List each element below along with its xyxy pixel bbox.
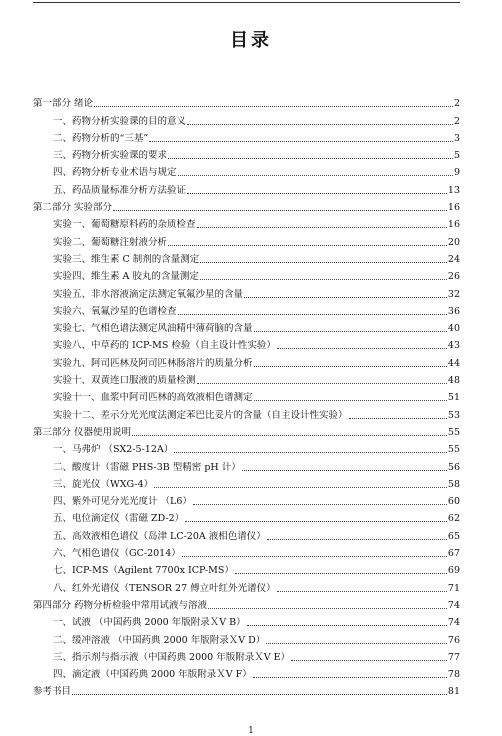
toc-page-number: 13 bbox=[447, 184, 460, 196]
toc-entry-title: 实验四、维生素 A 胶丸的含量测定 bbox=[53, 271, 199, 283]
toc-entry-title: 实验八、中草药的 ICP-MS 检验（自主设计性实验） bbox=[53, 340, 276, 352]
toc-page-number: 48 bbox=[447, 375, 460, 387]
page-number: 1 bbox=[248, 726, 254, 736]
toc-dot-leader bbox=[187, 193, 447, 194]
toc-dot-leader bbox=[182, 556, 447, 557]
toc-page-number: 69 bbox=[447, 565, 460, 577]
toc-entry[interactable] bbox=[33, 248, 460, 265]
toc-page-number: 44 bbox=[447, 357, 460, 369]
toc-dot-leader bbox=[187, 124, 453, 125]
toc-dot-leader bbox=[72, 694, 447, 695]
toc-page-number: 67 bbox=[447, 548, 460, 560]
toc-dot-leader bbox=[208, 608, 447, 609]
toc-entry[interactable] bbox=[33, 265, 460, 282]
toc-entry[interactable] bbox=[33, 576, 460, 593]
toc-entry-title: 二、缓冲溶液 （中国药典 2000 年版附录ＸⅤ D） bbox=[53, 634, 266, 646]
toc-dot-leader bbox=[168, 245, 447, 246]
toc-dot-leader bbox=[277, 348, 447, 349]
toc-entry[interactable] bbox=[33, 507, 460, 524]
toc-entry[interactable] bbox=[33, 490, 460, 507]
toc-dot-leader bbox=[197, 227, 447, 228]
toc-dot-leader bbox=[267, 539, 447, 540]
toc-entry-title: 实验五、非水溶液滴定法测定氧氟沙星的含量 bbox=[53, 288, 244, 300]
toc-page-number: 78 bbox=[447, 669, 460, 681]
toc-dot-leader bbox=[253, 677, 447, 678]
toc-entry-title: 六、气相色谱仪（GC-2014） bbox=[53, 548, 181, 560]
toc-page-number: 20 bbox=[447, 236, 460, 248]
toc-entry-title: 实验七、气相色谱法测定风油精中薄荷脑的含量 bbox=[53, 323, 253, 335]
toc-dot-leader bbox=[113, 210, 447, 211]
toc-entry-title: 三、旋光仪（WXG-4） bbox=[53, 478, 154, 490]
toc-section-entry[interactable] bbox=[33, 196, 460, 213]
toc-entry-title: 实验一、葡萄糖原料药的杂质检查 bbox=[53, 219, 196, 231]
toc-page-number: 53 bbox=[447, 409, 460, 421]
toc-entry[interactable] bbox=[33, 403, 460, 420]
toc-entry[interactable] bbox=[33, 473, 460, 490]
toc-page-number: 3 bbox=[453, 132, 460, 144]
toc-page-number: 9 bbox=[453, 167, 460, 179]
toc-entry-title: 三、药物分析实验课的要求 bbox=[53, 150, 168, 162]
toc-entry[interactable] bbox=[33, 542, 460, 559]
page-title: 目录 bbox=[230, 30, 272, 51]
toc-page-number: 24 bbox=[447, 253, 460, 265]
table-of-contents bbox=[33, 92, 460, 697]
toc-entry-title: 一、马弗炉 （SX2-5-12A） bbox=[53, 444, 174, 456]
toc-dot-leader bbox=[132, 435, 447, 436]
toc-entry-title: 第三部分 仪器使用说明 bbox=[33, 426, 132, 438]
toc-entry-title: 第二部分 实验部分 bbox=[33, 202, 113, 214]
toc-entry[interactable] bbox=[33, 386, 460, 403]
toc-page-number: 76 bbox=[447, 634, 460, 646]
toc-entry[interactable] bbox=[33, 282, 460, 299]
toc-page-number: 32 bbox=[447, 288, 460, 300]
toc-entry-title: 实验九、阿司匹林及阿司匹林肠溶片的质量分析 bbox=[53, 357, 253, 369]
toc-entry[interactable] bbox=[33, 438, 460, 455]
toc-page-number: 81 bbox=[447, 686, 460, 698]
toc-entry[interactable] bbox=[33, 317, 460, 334]
toc-entry[interactable] bbox=[33, 334, 460, 351]
toc-dot-leader bbox=[254, 366, 447, 367]
toc-entry-title: 五、电位滴定仪（雷磁 ZD-2） bbox=[53, 513, 185, 525]
toc-entry[interactable] bbox=[33, 455, 460, 472]
toc-dot-leader bbox=[291, 660, 447, 661]
toc-dot-leader bbox=[277, 591, 447, 592]
toc-page-number: 51 bbox=[447, 392, 460, 404]
toc-page-number: 40 bbox=[447, 323, 460, 335]
toc-entry-title: 实验三、维生素 C 制剂的含量测定 bbox=[53, 253, 200, 265]
toc-page-number: 62 bbox=[447, 513, 460, 525]
toc-dot-leader bbox=[178, 175, 453, 176]
toc-entry-title: 第四部分 药物分析检验中常用试液与溶液 bbox=[33, 599, 208, 611]
toc-page-number: 55 bbox=[447, 426, 460, 438]
toc-entry[interactable] bbox=[33, 663, 460, 680]
toc-page-number: 58 bbox=[447, 478, 460, 490]
toc-dot-leader bbox=[200, 262, 447, 263]
toc-entry-title: 一、药物分析实验课的目的意义 bbox=[53, 115, 187, 127]
toc-entry-title: 实验十、双黄连口服液的质量检测 bbox=[53, 375, 196, 387]
toc-page-number: 36 bbox=[447, 305, 460, 317]
toc-page-number: 56 bbox=[447, 461, 460, 473]
toc-page-number: 43 bbox=[447, 340, 460, 352]
toc-dot-leader bbox=[244, 297, 447, 298]
toc-entry[interactable] bbox=[33, 524, 460, 541]
toc-page-number: 26 bbox=[447, 271, 460, 283]
toc-page-number: 55 bbox=[447, 444, 460, 456]
toc-dot-leader bbox=[266, 643, 447, 644]
toc-page-number: 74 bbox=[447, 617, 460, 629]
toc-section-entry[interactable] bbox=[33, 680, 460, 697]
toc-entry-title: 五、药品质量标准分析方法验证 bbox=[53, 184, 187, 196]
toc-entry-title: 三、指示剂与指示液（中国药典 2000 年版附录ＸⅤ E） bbox=[53, 651, 291, 663]
toc-page-number: 5 bbox=[453, 150, 460, 162]
toc-entry-title: 五、高效液相色谱仪（岛津 LC-20A 液相色谱仪） bbox=[53, 530, 266, 542]
toc-page-number: 16 bbox=[447, 202, 460, 214]
toc-section-entry[interactable] bbox=[33, 594, 460, 611]
toc-entry[interactable] bbox=[33, 144, 460, 161]
toc-dot-leader bbox=[197, 383, 447, 384]
toc-dot-leader bbox=[349, 418, 447, 419]
toc-dot-leader bbox=[168, 158, 453, 159]
toc-entry-title: 实验六、氧氟沙星的色谱检查 bbox=[53, 305, 177, 317]
toc-page-number: 71 bbox=[447, 582, 460, 594]
toc-entry-title: 二、酸度计（雷磁 PHS-3B 型精密 pH 计） bbox=[53, 461, 241, 473]
toc-entry[interactable] bbox=[33, 230, 460, 247]
toc-dot-leader bbox=[247, 625, 447, 626]
toc-page-number: 60 bbox=[447, 496, 460, 508]
toc-dot-leader bbox=[149, 141, 453, 142]
toc-entry-title: 实验十二、差示分光光度法测定苯巴比妥片的含量（自主设计性实验） bbox=[53, 409, 348, 421]
toc-entry[interactable] bbox=[33, 109, 460, 126]
toc-entry[interactable] bbox=[33, 213, 460, 230]
toc-entry[interactable] bbox=[33, 646, 460, 663]
toc-entry-title: 四、滴定液（中国药典 2000 年版附录ＸⅤ F） bbox=[53, 669, 252, 681]
toc-entry-title: 实验十一、血浆中阿司匹林的高效液相色谱测定 bbox=[53, 392, 253, 404]
toc-page-number: 74 bbox=[447, 599, 460, 611]
toc-section-entry[interactable] bbox=[33, 421, 460, 438]
toc-entry-title: 第一部分 绪论 bbox=[33, 98, 94, 110]
toc-entry[interactable] bbox=[33, 559, 460, 576]
toc-entry-title: 八、红外光谱仪（TENSOR 27 傅立叶红外光谱仪） bbox=[53, 582, 276, 594]
toc-entry[interactable] bbox=[33, 300, 460, 317]
toc-entry[interactable] bbox=[33, 611, 460, 628]
toc-dot-leader bbox=[235, 573, 447, 574]
toc-section-entry[interactable] bbox=[33, 92, 460, 109]
toc-page-number: 77 bbox=[447, 651, 460, 663]
toc-dot-leader bbox=[200, 279, 447, 280]
toc-dot-leader bbox=[254, 331, 447, 332]
toc-page-number: 16 bbox=[447, 219, 460, 231]
toc-dot-leader bbox=[193, 504, 447, 505]
toc-entry-title: 实验二、葡萄糖注射液分析 bbox=[53, 236, 168, 248]
toc-dot-leader bbox=[242, 470, 447, 471]
toc-entry-title: 四、药物分析专业术语与规定 bbox=[53, 167, 177, 179]
toc-entry[interactable] bbox=[33, 369, 460, 386]
toc-dot-leader bbox=[174, 452, 447, 453]
toc-page-number: 65 bbox=[447, 530, 460, 542]
toc-entry-title: 二、药物分析的“三基” bbox=[53, 132, 149, 144]
toc-entry-title: 参考书目 bbox=[33, 686, 72, 698]
toc-entry[interactable] bbox=[33, 628, 460, 645]
toc-dot-leader bbox=[94, 106, 453, 107]
toc-dot-leader bbox=[254, 400, 447, 401]
toc-entry-title: 一、试液 （中国药典 2000 年版附录ＸⅤ B） bbox=[53, 617, 246, 629]
toc-entry-title: 四、紫外可见分光光度计 （L6） bbox=[53, 496, 192, 508]
toc-dot-leader bbox=[154, 487, 447, 488]
toc-entry[interactable] bbox=[33, 351, 460, 368]
toc-dot-leader bbox=[185, 521, 447, 522]
toc-entry[interactable] bbox=[33, 127, 460, 144]
header-rule bbox=[33, 2, 460, 3]
toc-entry-title: 七、ICP-MS（Agilent 7700x ICP-MS） bbox=[53, 565, 234, 577]
toc-entry[interactable] bbox=[33, 178, 460, 195]
toc-entry[interactable] bbox=[33, 161, 460, 178]
toc-dot-leader bbox=[178, 314, 447, 315]
toc-page-number: 2 bbox=[453, 98, 460, 110]
toc-page-number: 2 bbox=[453, 115, 460, 127]
